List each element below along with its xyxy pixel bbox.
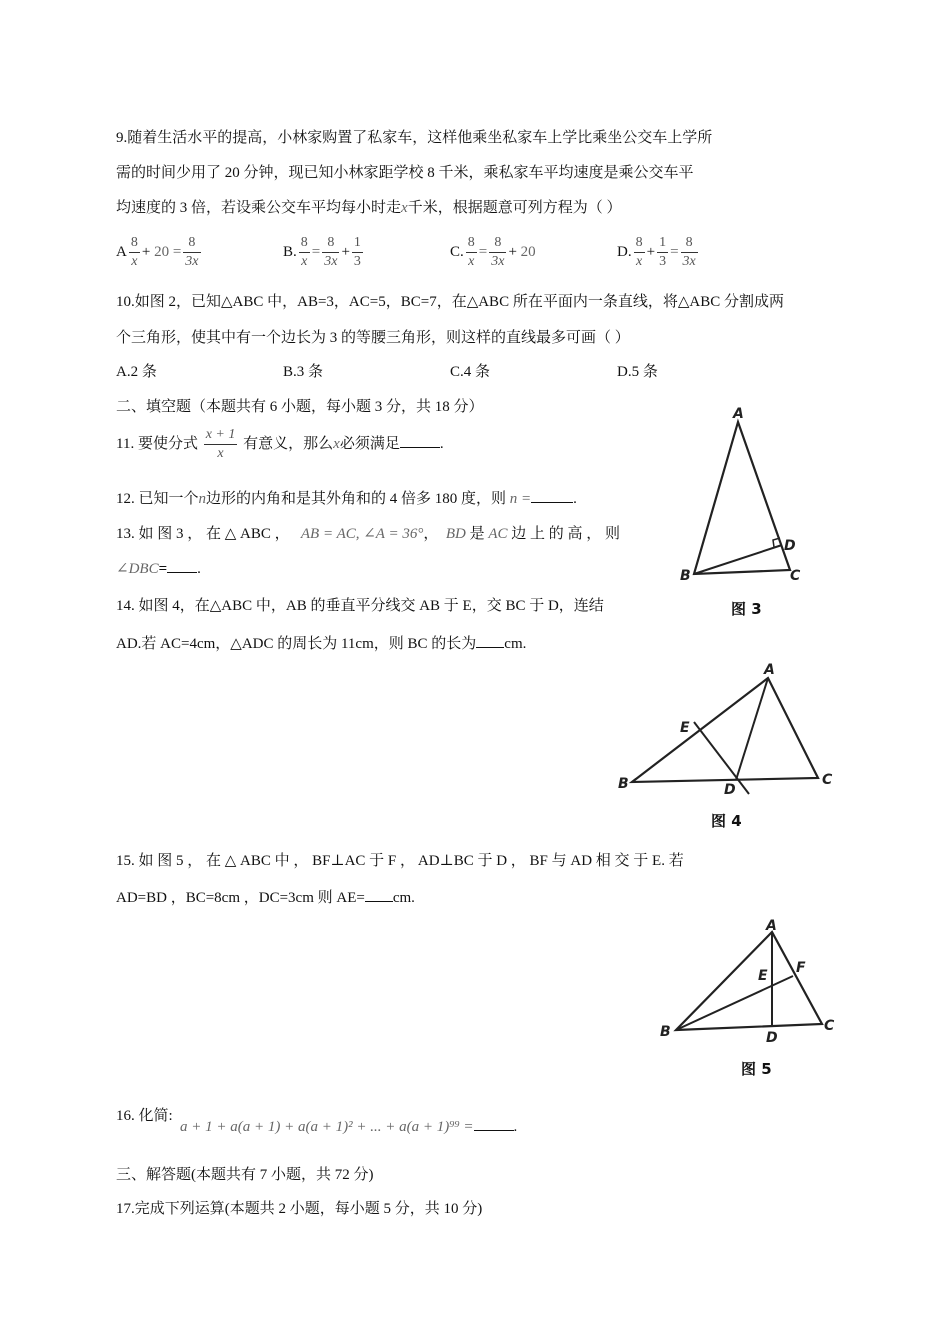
fig4-triangle — [632, 678, 818, 782]
fig4-label-a: A — [764, 662, 775, 678]
fig5-label-e: E — [758, 968, 768, 984]
fig3-label-b: B — [680, 568, 691, 584]
q10-option-c: C.4 条 — [450, 364, 491, 380]
fig3-label-d: D — [784, 538, 796, 554]
q9-option-b: B. $\frac{8}{x}$ = $\frac{8}{3x}$ + $\frac{1}{3}$ — [283, 235, 361, 269]
q9-line3: 均速度的 3 倍，若设乘公交车平均每小时走x千米，根据题意可列方程为（ ） — [116, 200, 622, 216]
fig4-caption: 图 4 — [711, 812, 742, 830]
fig3-label-a: A — [733, 406, 744, 422]
fig5-altitude-bf — [676, 976, 793, 1030]
q12-answer-blank[interactable] — [531, 488, 573, 503]
fig4-label-c: C — [822, 772, 833, 788]
fig5-label-f: F — [796, 960, 806, 976]
q13-line2: ∠DBC= . — [116, 558, 201, 578]
q10-option-d: D.5 条 — [617, 364, 658, 380]
q16-expression: a + 1 + a(a + 1) + a(a + 1)² + ... + a(a + 1)⁹⁹ = . — [180, 1116, 517, 1136]
fig4-label-b: B — [618, 776, 629, 792]
q15-line1: 15. 如 图 5 ， 在 △ ABC 中 ， BF⊥AC 于 F ， AD⊥BC 于 D ， BF 与 AD 相 交 于 E. 若 — [116, 853, 684, 869]
q16-answer-blank[interactable] — [474, 1116, 514, 1131]
fig5-label-d: D — [766, 1030, 778, 1046]
fig5-label-a: A — [766, 918, 777, 934]
q13-answer-blank[interactable] — [167, 558, 197, 573]
q16-label: 16. 化简: — [116, 1108, 173, 1124]
q10-option-b: B.3 条 — [283, 364, 324, 380]
fig5-triangle — [676, 932, 822, 1030]
fig3-altitude — [694, 545, 782, 574]
q14-line1: 14. 如图 4，在△ABC 中，AB 的垂直平分线交 AB 于 E，交 BC 于 D，连结 — [116, 598, 604, 614]
fig4-label-e: E — [680, 720, 690, 736]
q15-answer-blank[interactable] — [365, 887, 393, 902]
figure-5 — [656, 918, 846, 1048]
q11: 11. 要使分式 $\frac{x + 1}{x}$ 有意义，那么x必须满足 . — [116, 427, 444, 461]
q9-line2: 需的时间少用了 20 分钟，现已知小林家距学校 8 千米，乘私家车平均速度是乘公交车平 — [116, 165, 694, 181]
fig5-label-b: B — [660, 1024, 671, 1040]
q10-line1: 10.如图 2，已知△ABC 中，AB=3，AC=5，BC=7，在△ABC 所在平面内一条直线，将△ABC 分割成两 — [116, 294, 784, 310]
q14-line2: AD.若 AC=4cm，△ADC 的周长为 11cm，则 BC 的长为 cm. — [116, 632, 526, 653]
q9-option-d: D. $\frac{8}{x}$ + $\frac{1}{3}$ = $\frac{8}{3x}$ — [617, 235, 696, 269]
q17-heading: 17.完成下列运算(本题共 2 小题，每小题 5 分，共 10 分) — [116, 1201, 483, 1217]
q11-fraction: $\frac{x + 1}{x}$ — [205, 427, 236, 461]
figure-4 — [612, 660, 842, 810]
fig4-segment-ad — [736, 678, 768, 780]
q12: 12. 已知一个n边形的内角和是其外角和的 4 倍多 180 度，则 n = . — [116, 487, 577, 508]
fig3-caption: 图 3 — [731, 600, 762, 618]
fig4-perpendicular-bisector — [694, 722, 749, 794]
fig5-caption: 图 5 — [741, 1060, 772, 1078]
q15-line2: AD=BD ，BC=8cm ，DC=3cm 则 AE= cm. — [116, 886, 415, 907]
fig3-triangle — [694, 422, 790, 574]
section-2-heading: 二、填空题（本题共有 6 小题，每小题 3 分，共 18 分） — [116, 399, 484, 415]
q10-option-a: A.2 条 — [116, 364, 157, 380]
q14-answer-blank[interactable] — [476, 633, 504, 648]
fig5-label-c: C — [824, 1018, 835, 1034]
q11-answer-blank[interactable] — [400, 433, 440, 448]
q9-option-c: C. $\frac{8}{x}$ = $\frac{8}{3x}$ + 20 — [450, 235, 536, 269]
fig3-label-c: C — [790, 568, 801, 584]
q10-line2: 个三角形，使其中有一个边长为 3 的等腰三角形，则这样的直线最多可画（ ） — [116, 330, 630, 346]
figure-3 — [672, 402, 822, 622]
fig4-label-d: D — [724, 782, 736, 798]
q9-line1: 9.随着生活水平的提高，小林家购置了私家车，这样他乘坐私家车上学比乘坐公交车上学所 — [116, 130, 713, 146]
q9-option-a: A $\frac{8}{x}$ + 20 = $\frac{8}{3x}$ — [116, 235, 199, 269]
section-3-heading: 三、解答题(本题共有 7 小题，共 72 分) — [116, 1167, 374, 1183]
q13-line1: 13. 如 图 3 ， 在 △ ABC ， AB = AC, ∠A = 36°， BD 是 AC 边 上 的 高 ， 则 — [116, 526, 621, 542]
